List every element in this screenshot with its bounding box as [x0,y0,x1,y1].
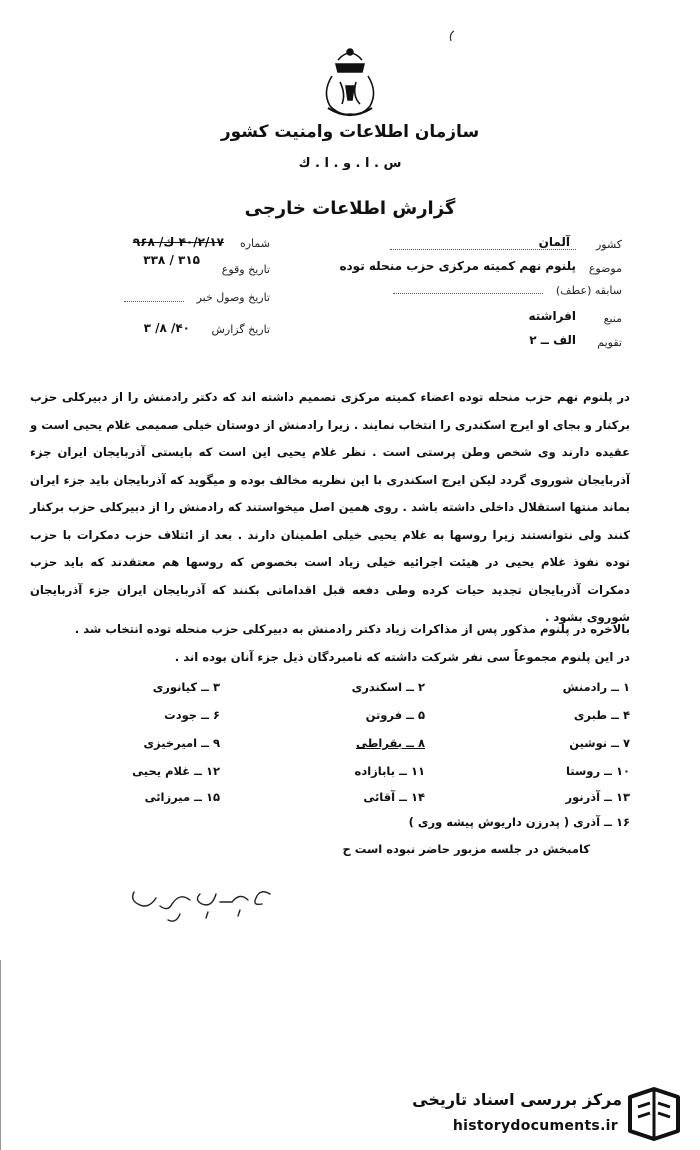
number-value-2: ۳۱۵ / ۳۳۸ [143,253,200,267]
member-5: ۵ ــ فروتن [365,708,425,722]
source-value: افراشته [528,309,576,323]
member-13: ۱۳ ــ آذرنور [565,790,630,804]
subject-value: پلنوم نهم کمیته مرکزی حزب منحله توده [339,259,576,273]
member-15: ۱۵ ــ میرزائی [144,790,220,804]
member-3: ۳ ــ کیانوری [152,680,220,694]
number-label: شماره [239,237,270,250]
precedent-dots [393,293,543,294]
document-title: گزارش اطلاعات خارجی [244,198,456,219]
member-7: ۷ ــ نوشین [569,736,630,750]
number-value: ۴۰/۲/۱۷ ك/ ۹۶۸ [132,235,224,249]
member-8: ۸ ــ بقراطی [355,736,425,750]
receipt-date-dots [124,301,184,302]
rating-label: تقویم [597,336,622,349]
scan-edge-line [0,960,1,1150]
left-meta [40,235,270,345]
rating-value: الف ــ ۲ [529,333,576,347]
organization-name: سازمان اطلاعات وامنیت کشور [220,122,480,142]
member-6: ۶ ــ جودت [164,708,220,722]
country-label: کشور [595,238,622,251]
member-9: ۹ ــ امیرخیزی [143,736,220,750]
body-paragraph-2: بالاخره در پلنوم مذکور پس از مذاکرات زیاد دکتر رادمنش به دبیرکلی حزب منحله توده انتخاب شد . [74,622,630,636]
body-paragraph-1: در پلنوم نهم حزب منحله توده اعضاء کمیته مرکزی تصمیم داشته اند که دکتر رادمنش را از دبیرکلی حزب برکنار و بجای او ایرج اسکندری را انتخاب نمایند . زیرا رادمنش از دوستان خیلی صمیمی غلام یحیی است و عقیده دارند وی شخص وطن پرستی است . نظر غلام یحیی این است که بایستی آذربایجان ایران جزء آذربایجان شوروی گردد لیکن ایرج اسکندری با این نظریه مخالف بوده و میگوید که آذربایجان باید جزء ایران بماند منتها استقلال داخلی داشته باشد . روی همین اصل میخواستند که رادمنش را از دبیرکلی حزب برکنار کنند ولی نتوانستند زیرا روسها به غلام یحیی خیلی اطمینان دارند . بعد از ائتلاف حزب دمکرات با حزب توده نفوذ غلام یحیی در هیئت اجرائیه خیلی زیاد است بخصوص که روسها هم معتقدند که باید حزب دمکرات آذربایجان تجدید حیات کرده وطی دفعه قبل اقداماتی بکنند که آذربایجان ایران جزء آذربایجان شوروی بشود . [30,390,630,624]
body-paragraph-3: در این پلنوم مجموعاً سی نفر شرکت داشته که نامبردگان ذیل جزء آنان بوده اند . [174,650,630,664]
handwritten-signature [120,880,280,930]
member-1: ۱ ــ رادمنش [562,680,630,694]
book-logo-icon [622,1083,688,1145]
report-date-label: تاریخ گزارش [211,323,270,336]
crown-emblem-icon [312,42,388,120]
member-12: ۱۲ ــ غلام یحیی [132,764,220,778]
source-label: منبع [603,312,622,325]
member-2: ۲ ــ اسکندری [351,680,425,694]
footer-note: کامبخش در جلسه مزبور حاضر نبوده است ح [342,842,590,856]
organization-code: س . ا . و . ا . ك [298,156,402,171]
member-14: ۱۴ ــ آقائی [363,790,425,804]
member-11: ۱۱ ــ بابازاده [354,764,425,778]
member-16: ۱۶ ــ آذری ( پدرزن داریوش پیشه وری ) [408,815,630,829]
watermark-site: historydocuments.ir [452,1118,618,1134]
receipt-date-label: تاریخ وصول خبر [196,291,270,304]
pen-mark [446,30,458,42]
precedent-label: سابقه (عطف) [555,284,622,297]
report-date-value: ۴۰/ ۸/ ۳ [143,321,190,335]
right-meta [322,233,622,353]
country-value: آلمان [390,235,576,250]
member-4: ۴ ــ طبری [573,708,630,722]
member-10: ۱۰ ــ روستا [565,764,630,778]
event-date-label: تاریخ وقوع [221,263,270,276]
subject-label: موضوع [588,262,622,275]
watermark-name: مرکز بررسی اسناد تاریخی [412,1090,622,1109]
